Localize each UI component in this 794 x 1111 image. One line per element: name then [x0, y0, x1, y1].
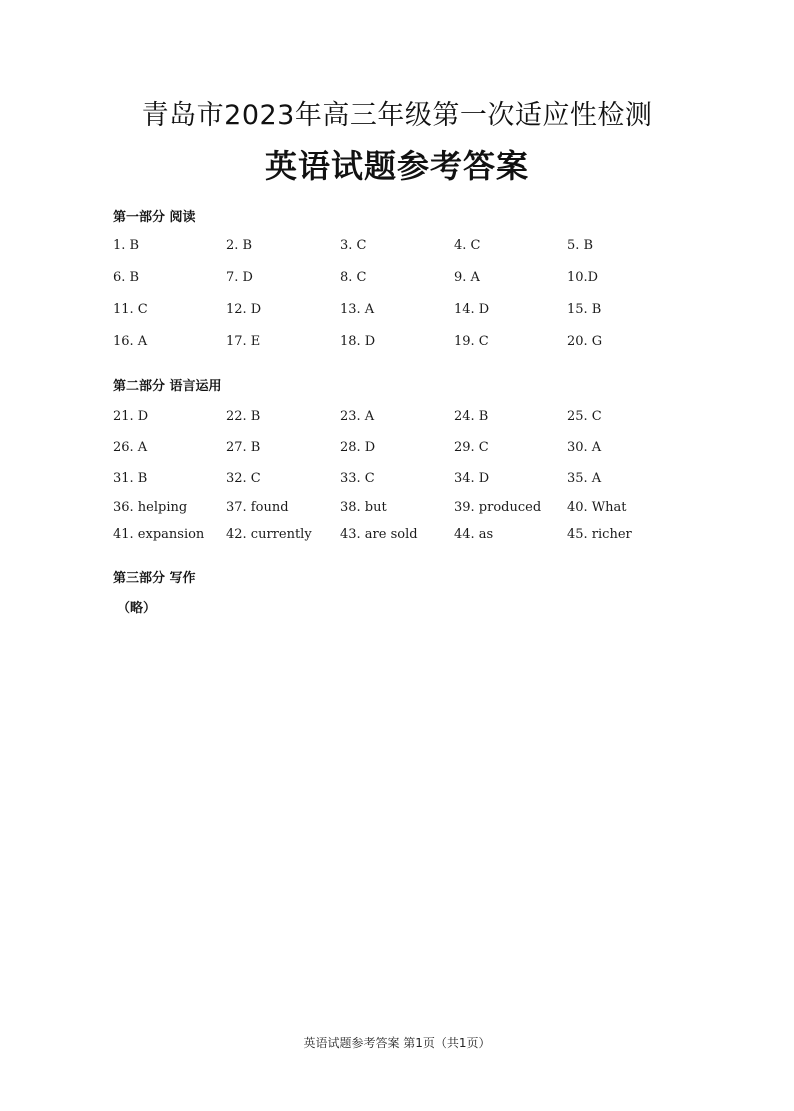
- answer-item: 22. B: [226, 409, 261, 424]
- answer-item: 18. D: [340, 334, 376, 349]
- answer-row: [0, 302, 794, 322]
- answer-item: 4. C: [454, 238, 481, 253]
- page-footer: 英语试题参考答案 第1页（共1页）: [303, 1036, 491, 1050]
- answer-key-title: 英语试题参考答案: [264, 147, 529, 185]
- answer-item: 27. B: [226, 440, 261, 455]
- answer-row: [0, 270, 794, 290]
- answer-item: 6. B: [113, 270, 140, 285]
- answer-item: 5. B: [567, 238, 594, 253]
- answer-item: 40. What: [567, 500, 627, 515]
- answer-item: 21. D: [113, 409, 149, 424]
- answer-row: [0, 334, 794, 354]
- answer-row: [0, 409, 794, 429]
- answer-item: 26. A: [113, 440, 148, 455]
- answer-item: 30. A: [567, 440, 602, 455]
- section-heading-writing: 第三部分 写作: [113, 571, 196, 586]
- answer-item: 33. C: [340, 471, 375, 486]
- answer-item: 35. A: [567, 471, 602, 486]
- answer-item: 39. produced: [454, 500, 542, 515]
- answer-item: 13. A: [340, 302, 375, 317]
- answer-row: [0, 238, 794, 258]
- answer-item: 17. E: [226, 334, 261, 349]
- answer-item: 16. A: [113, 334, 148, 349]
- answer-item: 8. C: [340, 270, 367, 285]
- section-heading-reading: 第一部分 阅读: [113, 210, 196, 225]
- answer-row: [0, 471, 794, 491]
- answer-item: 9. A: [454, 270, 480, 285]
- answer-item: 42. currently: [226, 527, 312, 542]
- answer-item: 15. B: [567, 302, 602, 317]
- answer-item: 45. richer: [567, 527, 632, 542]
- section-heading-language-use: 第二部分 语言运用: [113, 379, 222, 394]
- answer-item: 36. helping: [113, 500, 188, 515]
- answer-item: 43. are sold: [340, 527, 418, 542]
- answer-item: 10.D: [567, 270, 599, 285]
- answer-item: 23. A: [340, 409, 375, 424]
- answer-item: 29. C: [454, 440, 489, 455]
- answer-row: [0, 440, 794, 460]
- exam-title: 青岛市2023年高三年级第一次适应性检测: [141, 100, 653, 131]
- answer-row: [0, 527, 794, 547]
- answer-item: 7. D: [226, 270, 253, 285]
- answer-item: 1. B: [113, 238, 140, 253]
- answer-item: 20. G: [567, 334, 603, 349]
- answer-item: 25. C: [567, 409, 602, 424]
- answer-item: 44. as: [454, 527, 494, 542]
- writing-note: （略）: [117, 601, 157, 616]
- answer-item: 38. but: [340, 500, 387, 515]
- answer-item: 24. B: [454, 409, 489, 424]
- answer-item: 32. C: [226, 471, 261, 486]
- answer-item: 3. C: [340, 238, 367, 253]
- answer-item: 2. B: [226, 238, 253, 253]
- answer-item: 31. B: [113, 471, 148, 486]
- answer-item: 41. expansion: [113, 527, 205, 542]
- answer-item: 37. found: [226, 500, 289, 515]
- answer-item: 14. D: [454, 302, 490, 317]
- answer-item: 34. D: [454, 471, 490, 486]
- answer-item: 11. C: [113, 302, 148, 317]
- answer-row: [0, 500, 794, 520]
- answer-item: 19. C: [454, 334, 489, 349]
- answer-item: 28. D: [340, 440, 376, 455]
- answer-item: 12. D: [226, 302, 262, 317]
